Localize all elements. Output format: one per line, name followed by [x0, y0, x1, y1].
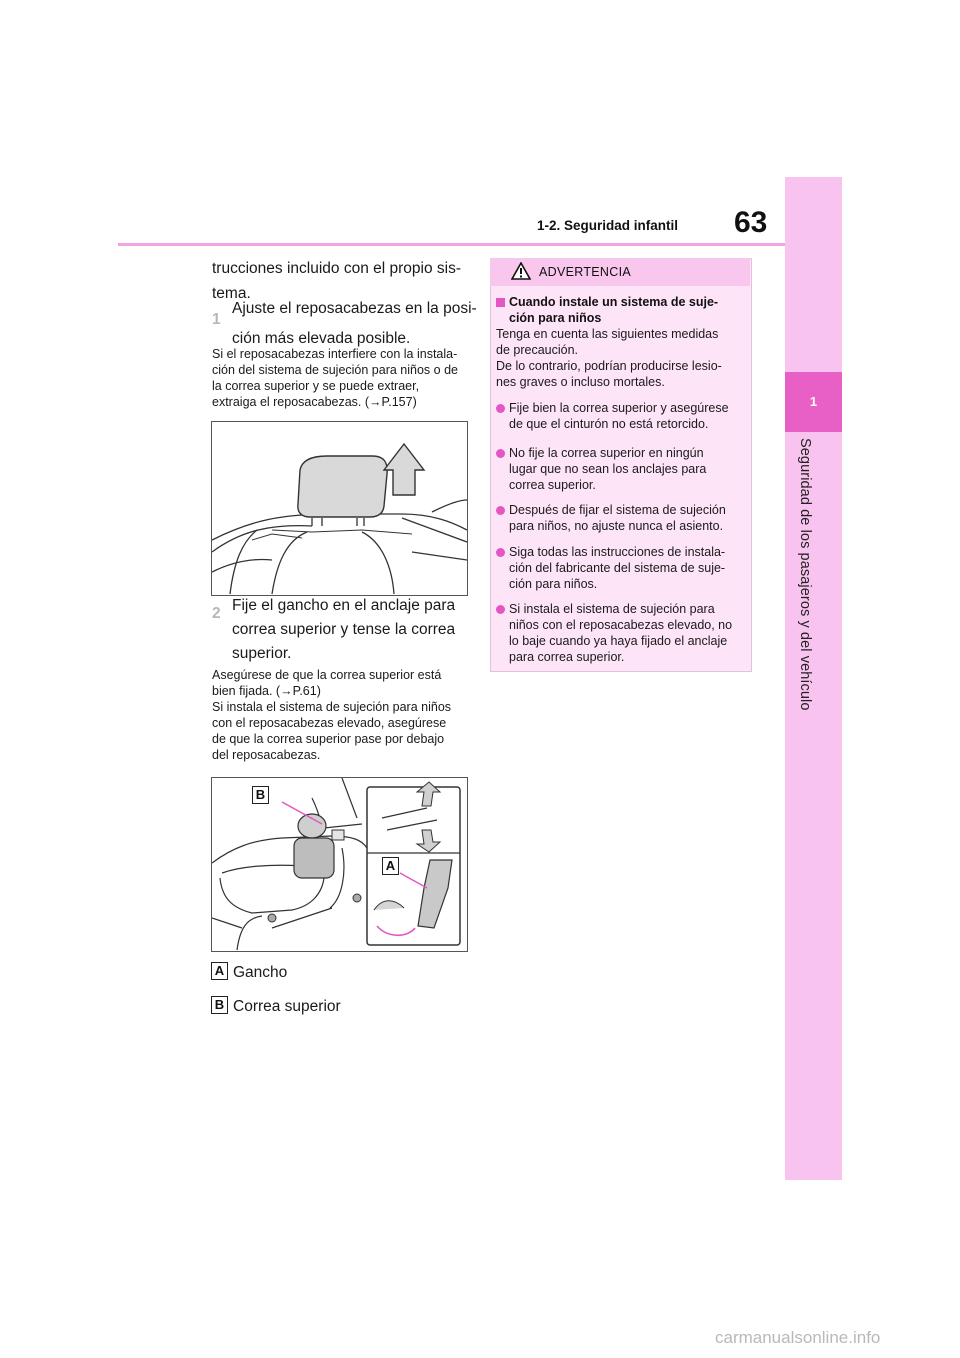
legend-text-a: Gancho — [233, 964, 288, 981]
chapter-number: 1 — [809, 394, 818, 409]
warning-bullet: Después de fijar el sistema de sujeción para niños, no ajuste nunca el asiento. — [509, 503, 726, 533]
tether-illustration — [212, 778, 467, 951]
header-rule — [118, 243, 785, 246]
warning-bullet: Fije bien la correa superior y asegúrese de que el cinturón no está retorcido. — [509, 401, 729, 431]
watermark[interactable]: carmanualsonline.info — [715, 1328, 881, 1347]
page-number: 63 — [734, 206, 768, 239]
headrest-figure — [211, 421, 468, 596]
intro-text: trucciones incluido con el propio sis- tema. — [212, 260, 461, 302]
chapter-tab[interactable] — [785, 372, 842, 432]
figure-label-a: A — [382, 857, 399, 875]
warning-bullet: Si instala el sistema de sujeción para niños con el reposacabezas elevado, no lo baje cuando ya haya fijado el anclaje para correa superior. — [509, 602, 733, 664]
step-number: 2 — [212, 605, 221, 622]
bullet-dot-icon — [496, 404, 505, 413]
bullet-dot-icon — [496, 506, 505, 515]
side-tab-band — [785, 177, 842, 1180]
warning-intro: Tenga en cuenta las siguientes medidas de precaución. De lo contrario, podrían producirse lesio- nes graves o incluso mortales. — [496, 327, 722, 389]
bullet-dot-icon — [496, 548, 505, 557]
legend-key-b: B — [211, 996, 228, 1014]
figure-label-b: B — [252, 786, 269, 804]
step-1-text: Ajuste el reposacabezas en la posi- ción más elevada posible. — [232, 300, 477, 347]
step-2-text: Fije el gancho en el anclaje para correa superior y tense la correa superior. — [232, 597, 456, 662]
chapter-title: Seguridad de los pasajeros y del vehículo — [797, 438, 813, 711]
warning-bullet: Siga todas las instrucciones de instala- ción del fabricante del sistema de suje- ción para niños. — [509, 545, 726, 591]
step-2 — [212, 601, 221, 626]
section-title: 1-2. Seguridad infantil — [537, 218, 679, 233]
warning-heading: Cuando instale un sistema de suje- ción para niños — [509, 295, 719, 325]
headrest-illustration — [212, 422, 467, 595]
legend-text-b: Correa superior — [233, 998, 341, 1015]
square-bullet-icon — [496, 298, 505, 307]
warning-triangle-icon — [511, 262, 531, 280]
warning-bullet: No fije la correa superior en ningún lugar que no sean los anclajes para correa superior. — [509, 446, 707, 492]
warning-title: ADVERTENCIA — [539, 265, 631, 279]
tether-figure — [211, 777, 468, 952]
legend-key-a: A — [211, 962, 228, 980]
bullet-dot-icon — [496, 449, 505, 458]
note-2: Asegúrese de que la correa superior está bien fijada. (→P.61) Si instala el sistema de sujeción para niños con el reposacabezas elevado, asegúrese de que la correa superior pase por debajo del reposacabezas. — [212, 668, 452, 762]
bullet-dot-icon — [496, 605, 505, 614]
step-1 — [212, 307, 221, 332]
note-1: Si el reposacabezas interfiere con la instala- ción del sistema de sujeción para niños o de la correa superior y se puede extraer, extraiga el reposacabezas. (→P.157) — [212, 347, 458, 409]
step-number: 1 — [212, 311, 221, 328]
